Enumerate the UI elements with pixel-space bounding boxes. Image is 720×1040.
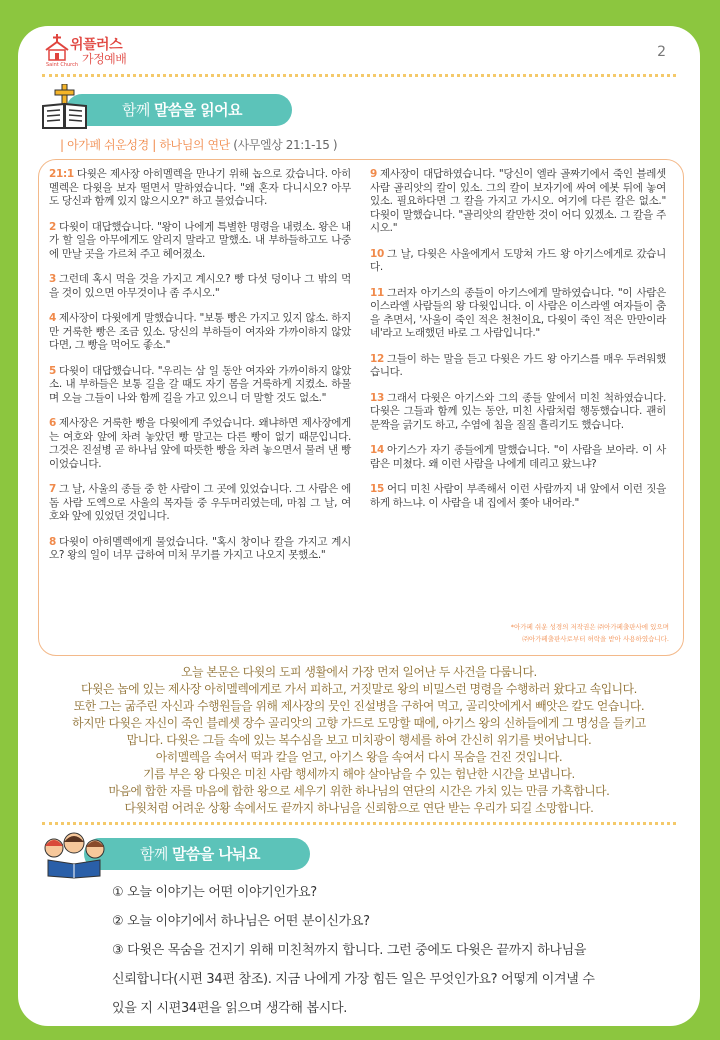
verse-number: 14 [370, 444, 385, 456]
verse-text: 다윗이 아히멜렉에게 물었습니다. "혹시 창이나 칼을 가지고 계시오? 왕의 일이 너무 급하여 미처 무기를 가지고 나오지 못했소." [49, 535, 351, 561]
worship-page [18, 26, 700, 1026]
church-logo [44, 32, 154, 72]
section-share-pill: 함께 말씀을 나눠요 [84, 838, 310, 870]
verse-text: 제사장이 대답하였습니다. "당신이 엘라 골짜기에서 죽인 블레셋 사람 골리앗의 칼이 있소. 그의 칼이 보자기에 싸여 에봇 뒤에 놓여 있소. 필요하다면 그 칼을 가지고 가시오. 여기에 다른 칼은 없소." 다윗이 말했습니다. "골리앗의 칼만한 것이 어디 있겠소. 그 칼을 주시오." [370, 168, 666, 234]
verse-text: 어디 미친 사람이 부족해서 이런 사람까지 내 앞에서 이런 짓을 하게 하느냐. 이 사람을 내 집에서 쫓아 내어라." [370, 483, 666, 509]
verse-number: 12 [370, 352, 385, 365]
reference-title: 하나님의 연단 [159, 138, 230, 152]
scripture-box [38, 159, 684, 656]
verse [370, 392, 666, 433]
question-line: ③ 다윗은 목숨을 건지기 위해 미친척까지 합니다. 그런 중에도 다윗은 끝까지 하나님을 [112, 943, 587, 958]
summary-line: 다윗은 놉에 있는 제사장 아히멜렉에게로 가서 피하고, 거짓말로 왕의 비밀스런 명령을 수행하러 왔다고 속입니다. [80, 682, 638, 696]
logo-title: 위플러스 [70, 37, 123, 53]
section-read-pill: 함께 말씀을 읽어요 [66, 94, 292, 126]
verse-number: 13 [370, 391, 385, 404]
summary-line: 맙니다. 다윗은 그들 속에 있는 복수심을 보고 미치광이 행세를 하여 간신히 위기를 벗어납니다. [126, 733, 592, 747]
verse [370, 287, 666, 341]
question-line: 신뢰합니다(시편 34편 참조). 지금 나에게 가장 힘든 일은 무엇인가요? 어떻게 이겨낼 수 [112, 972, 595, 987]
verse [370, 353, 666, 380]
verse-number: 11 [370, 286, 385, 299]
verse [49, 273, 351, 300]
verse-number: 3 [49, 273, 57, 285]
verse [49, 221, 351, 262]
verse [370, 444, 666, 471]
summary-line: 다윗처럼 어려운 상황 속에서도 끝까지 하나님을 신뢰함으로 연단 받는 우리가 되길 소망합니다. [124, 801, 594, 815]
copyright-note: *아가페 쉬운 성경의 저작권은 ㈜아가페출판사에 있으며 ㈜아가페출판사로부터 허락을 받아 사용하였습니다. [510, 623, 669, 643]
summary-line: 또한 그는 굶주린 자신과 수행원들을 위해 제사장의 뭇인 진설병을 구하여 먹고, 골리앗에게서 빼앗은 칼도 얻습니다. [73, 699, 645, 713]
verse [49, 365, 351, 406]
verse-number: 6 [49, 417, 57, 429]
page-number: 2 [657, 44, 666, 60]
logo-subtitle: 가정예배 [82, 52, 127, 66]
divider-middle [42, 822, 676, 825]
verse [49, 417, 351, 471]
logo-church-name: Saint Church [46, 62, 79, 68]
verse-text: 그래서 다윗은 아기스와 그의 종들 앞에서 미친 척하였습니다. 다윗은 그들과 함께 있는 동안, 미친 사람처럼 행동했습니다. 괜히 문짝을 긁기도 하고, 수염에 침을 질질 흘리기도 했습니다. [370, 391, 666, 431]
verse-number: 8 [49, 535, 57, 548]
verse-number: 4 [49, 312, 57, 324]
verse-number: 21:1 [49, 168, 74, 180]
verse [370, 248, 666, 275]
sermon-summary [18, 664, 700, 817]
verse-number: 7 [49, 483, 57, 495]
summary-line: 기름 부은 왕 다윗은 미친 사람 행세까지 해야 살아남을 수 있는 험난한 시간을 보냅니다. [143, 767, 575, 781]
verse-text: 다윗이 대답했습니다. "왕이 나에게 특별한 명령을 내렸소. 왕은 내가 할 일을 아무에게도 알리지 말라고 말했소. 내 부하들하고도 나중에 만날 곳을 가르쳐 주고 헤어졌소. [49, 220, 351, 260]
verse-text: 그 날, 사울의 종들 중 한 사람이 그 곳에 있었습니다. 그 사람은 에돔 사람 도엑으로 사울의 목자들 중 우두머리였는데, 마침 그 날, 여호와 앞에 있었던 것입니다. [49, 483, 351, 522]
verse-number: 10 [370, 247, 385, 260]
verse-text: 그런데 혹시 먹을 것을 가지고 계시오? 빵 다섯 덩이나 그 밖의 먹을 것이 있으면 아무것이나 좀 주시오." [49, 273, 351, 299]
verse-text: 아기스가 자기 종들에게 말했습니다. "이 사람을 보아라. 이 사람은 미쳤다. 왜 이런 사람을 나에게 데리고 왔느냐? [370, 444, 666, 470]
question-line: 있을 지 시편34편을 읽으며 생각해 봅시다. [112, 1001, 348, 1016]
section-read-title: 말씀을 읽어요 [153, 101, 242, 119]
summary-line: 하지만 다윗은 자신이 죽인 블레셋 장수 골리앗의 고향 가드로 도망할 때에, 아기스 왕의 신하들에게 그 명성을 들키고 [72, 716, 646, 730]
scripture-reference: | 아가페 쉬운성경 | 하나님의 연단 (사무엘상 21:1-15 ) [60, 138, 338, 152]
divider-top [42, 74, 676, 77]
verse-number: 2 [49, 220, 57, 233]
scripture-right-column [370, 168, 666, 522]
verse [49, 483, 351, 524]
verse-text: 제사장이 다윗에게 말했습니다. "보통 빵은 가지고 있지 않소. 하지만 거룩한 빵은 조금 있소. 당신의 부하들이 여자와 가까이하지 않았다면, 그 빵을 먹어도 좋소." [49, 312, 351, 351]
verse-text: 제사장은 거룩한 빵을 다윗에게 주었습니다. 왜냐하면 제사장에게는 여호와 앞에 차려 놓았던 빵 말고는 다른 빵이 없기 때문입니다. 그것은 진설병 곧 하나님 앞에 따뜻한 빵을 차려 놓으면서 물려 낸 빵이었습니다. [49, 417, 351, 470]
discussion-questions [112, 878, 672, 1023]
verse [49, 312, 351, 353]
church-icon [44, 34, 70, 64]
verse [49, 168, 351, 209]
verse-number: 5 [49, 364, 57, 377]
verse [49, 536, 351, 563]
question-line: ② 오늘 이야기에서 하나님은 어떤 분이신가요? [112, 914, 370, 929]
verse-text: 그들이 하는 말을 듣고 다윗은 가드 왕 아기스를 매우 두려워했습니다. [370, 352, 666, 378]
verse-text: 그 날, 다윗은 사울에게서 도망쳐 가드 왕 아기스에게로 갔습니다. [370, 247, 666, 273]
verse-number: 15 [370, 483, 385, 495]
verse-number: 9 [370, 168, 378, 180]
verse [370, 483, 666, 510]
verse-text: 다윗이 대답했습니다. "우리는 삼 일 동안 여자와 가까이하지 않았소. 내 부하들은 보통 길을 갈 때도 자기 몸을 거룩하게 지켰소. 하물며 오늘 그들이 나와 함께 길을 가고 있으니 더 말할 것도 없소." [49, 364, 351, 404]
summary-line: 아히멜렉을 속여서 떡과 칼을 얻고, 아기스 왕을 속여서 다시 목숨을 건진 것입니다. [155, 750, 563, 764]
summary-line: 오늘 본문은 다윗의 도피 생활에서 가장 먼저 일어난 두 사건을 다룹니다. [181, 665, 537, 679]
verse [370, 168, 666, 236]
section-share-title: 말씀을 나눠요 [171, 845, 260, 863]
reference-citation: (사무엘상 21:1-15 ) [229, 138, 338, 152]
verse-text: 그러자 아기스의 종들이 아기스에게 말하였습니다. "이 사람은 이스라엘 사람들의 왕 다윗입니다. 이 사람은 이스라엘 여자들이 춤을 추면서, '사울이 죽인 적은 천천이요, 다윗이 죽인 적은 만만이라네'라고 노래했던 바로 그 사람입니다." [370, 286, 666, 339]
reference-source: 아가페 쉬운성경 [67, 138, 149, 152]
bible-cross-icon [40, 84, 90, 130]
family-reading-icon [40, 830, 110, 880]
verse-text: 다윗은 제사장 아히멜렉을 만나기 위해 놉으로 갔습니다. 아히멜렉은 다윗을 보자 떨면서 말하였습니다. "왜 혼자 다니시오? 아무도 당신과 함께 있지 않으시오?" 하고 물었습니다. [49, 168, 351, 207]
scripture-left-column [49, 168, 351, 575]
question-line: ① 오늘 이야기는 어떤 이야기인가요? [112, 885, 317, 900]
summary-line: 마음에 합한 자를 마음에 합한 왕으로 세우기 위한 하나님의 연단의 시간은 가치 있는 만큼 가혹합니다. [108, 784, 610, 798]
